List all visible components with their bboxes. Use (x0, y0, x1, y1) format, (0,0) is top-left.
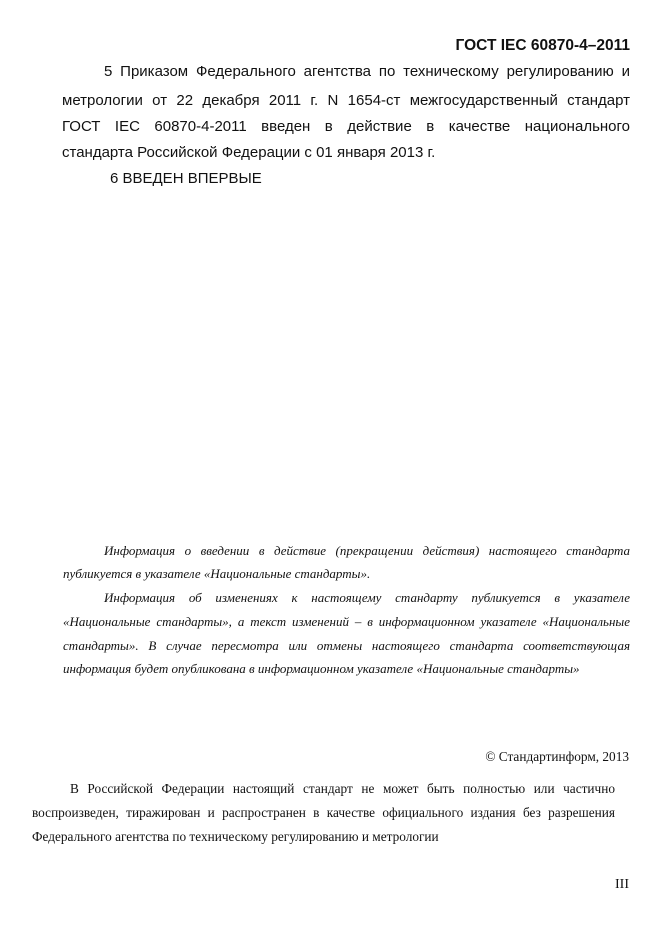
info-line: стандарты». В случае пересмотра или отмены настоящего стандарта соответствующая (63, 638, 630, 653)
section-6-heading: 6 ВВЕДЕН ВПЕРВЫЕ (110, 170, 262, 187)
page-number: III (615, 877, 629, 892)
info-line: публикуется в указателе «Национальные стандарты». (63, 566, 371, 581)
reproduction-line: воспроизведен, тиражирован и распространен в качестве официального издания без разрешения (32, 805, 615, 820)
copyright-notice: © Стандартинформ, 2013 (485, 749, 629, 764)
section-5-line: стандарта Российской Федерации с 01 января 2013 г. (62, 144, 436, 161)
info-line: Информация о введении в действие (прекращении действия) настоящего стандарта (104, 543, 630, 558)
info-line: информация будет опубликована в информационном указателе «Национальные стандарты» (63, 661, 580, 676)
reproduction-line: Федерального агентства по техническому регулированию и метрологии (32, 829, 439, 844)
info-line: Информация об изменениях к настоящему стандарту публикуется в указателе (104, 590, 630, 605)
document-header-code: ГОСТ IEC 60870-4–2011 (455, 37, 630, 54)
section-5-line: 5 Приказом Федерального агентства по техническому регулированию и (104, 63, 630, 80)
section-5-line: ГОСТ IEC 60870-4-2011 введен в действие в качестве национального (62, 118, 630, 135)
info-line: «Национальные стандарты», а текст изменений – в информационном указателе «Национальные (63, 614, 630, 629)
section-5-line: метрологии от 22 декабря 2011 г. N 1654-ст межгосударственный стандарт (62, 92, 630, 109)
reproduction-line: В Российской Федерации настоящий стандарт не может быть полностью или частично (70, 781, 615, 796)
